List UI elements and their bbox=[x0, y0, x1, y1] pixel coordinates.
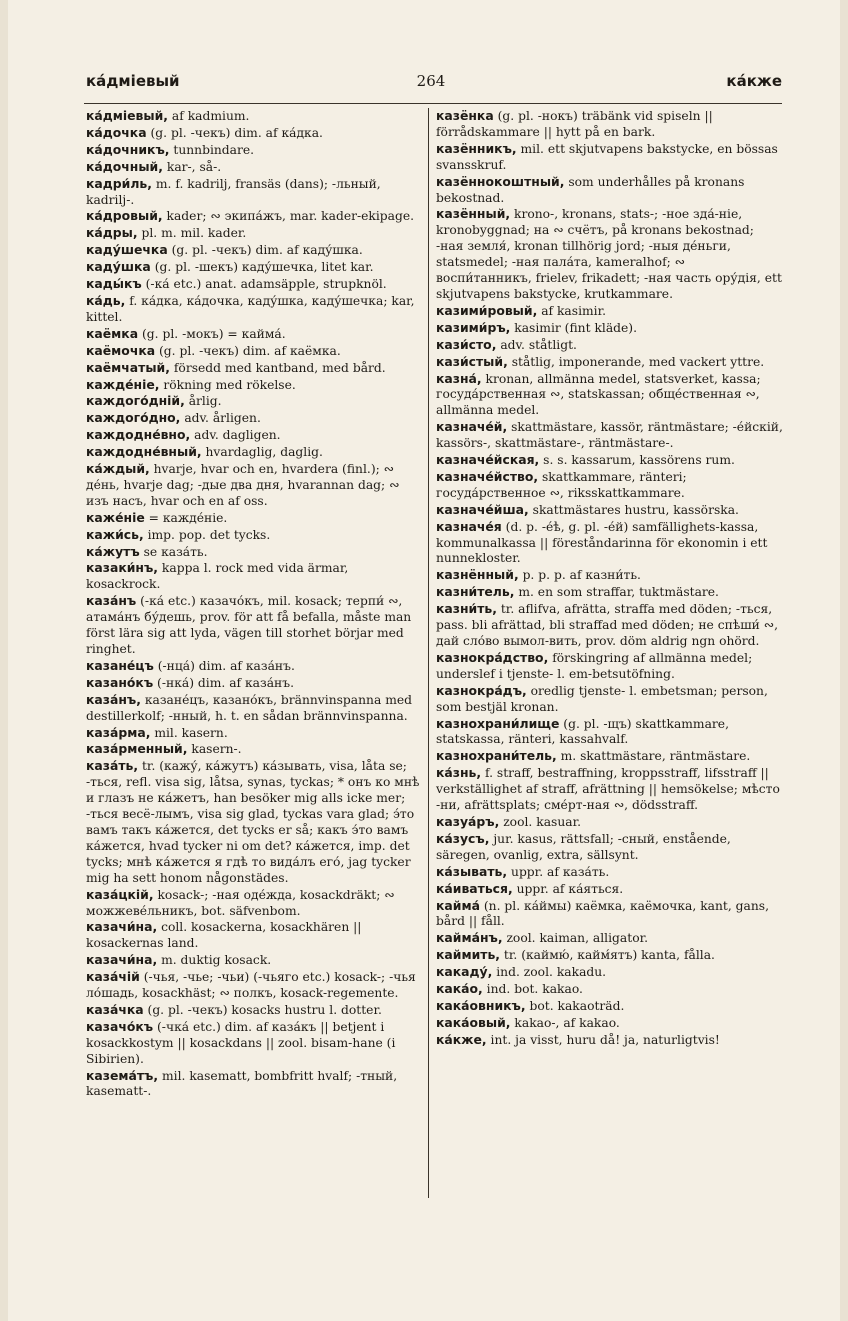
definition: uppr. af каза́ть. bbox=[507, 864, 610, 879]
headword: казначе́й, bbox=[436, 419, 508, 435]
definition: = кажде́ніе. bbox=[144, 510, 228, 525]
dictionary-entry bbox=[86, 176, 420, 209]
dictionary-entry bbox=[86, 692, 420, 725]
definition: kasern-. bbox=[187, 742, 242, 757]
definition: (-нка́) dim. af каза́нъ. bbox=[153, 675, 294, 690]
headword: ка́иваться, bbox=[436, 880, 513, 896]
headword: ка́жутъ bbox=[86, 543, 140, 559]
headword: казаки́нъ, bbox=[86, 560, 159, 576]
headword: казими́ровый, bbox=[436, 302, 538, 318]
definition: skattmästare, kassör, räntmästare; -е́йскій, kassörs-, skattmästare-, räntmästare-. bbox=[436, 420, 783, 451]
definition: tunnbindare. bbox=[169, 142, 255, 157]
headword: казуа́ръ, bbox=[436, 813, 500, 829]
definition: tr. (каймю́, кайм́ятъ) kanta, fålla. bbox=[500, 948, 715, 963]
dictionary-entry bbox=[436, 998, 784, 1015]
definition: förskingring af allmänna medel; underslef i tjenste- l. em-betsutöfning. bbox=[436, 650, 753, 681]
dictionary-entry bbox=[436, 206, 784, 302]
definition: imp. pop. det tycks. bbox=[143, 527, 271, 542]
dictionary-entry bbox=[436, 337, 784, 354]
headword: казими́ръ, bbox=[436, 319, 511, 335]
dictionary-entry bbox=[86, 360, 420, 377]
headword: кази́стый, bbox=[436, 353, 508, 369]
definition: kappa l. rock med vida ärmar, kosackrock. bbox=[86, 561, 349, 592]
page-header bbox=[80, 72, 782, 100]
headword: каза́нъ bbox=[86, 593, 137, 609]
headword: кажде́ніе, bbox=[86, 376, 160, 392]
dictionary-entry bbox=[436, 831, 784, 864]
dictionary-entry bbox=[436, 141, 784, 174]
definition: (g. pl. -чекъ) dim. af ка́дка. bbox=[146, 125, 323, 140]
definition: m. duktig kosack. bbox=[157, 953, 272, 968]
headword: кази́сто, bbox=[436, 336, 497, 352]
headword: казнокра́дство, bbox=[436, 649, 549, 665]
definition: (-ка́ etc.) казачо́къ, mil. kosack; терпи́ ∾, атама́нъ бу́дешь, prov. för att få befalla, måste man först lära sig att lyda, vägen till storhet börjar med ringhet. bbox=[86, 594, 412, 656]
dictionary-entry bbox=[436, 371, 784, 420]
headword: ка́дміевый, bbox=[86, 108, 168, 123]
definition: int. ja visst, huru då! ja, naturligtvis! bbox=[486, 1032, 720, 1047]
definition: hvarje, hvar och en, hvardera (finl.); ∾ де́нь, hvarje dag; -дые два дня, hvarannan dag; ∾ изъ насъ, hvar och en af oss. bbox=[86, 462, 400, 508]
definition: (-нца́) dim. af каза́нъ. bbox=[153, 658, 295, 673]
dictionary-entry bbox=[86, 952, 420, 969]
headword: казённикъ, bbox=[436, 140, 517, 156]
definition: (g. pl. -шекъ) каду́шечка, litet kar. bbox=[150, 260, 374, 275]
definition: ståtlig, imponerande, med vackert yttre. bbox=[507, 354, 765, 369]
headword: какаду́, bbox=[436, 964, 493, 980]
dictionary-entry bbox=[86, 208, 420, 225]
dictionary-entry bbox=[86, 560, 420, 593]
definition: af kadmium. bbox=[168, 109, 250, 123]
headword: казнохрани́лище bbox=[436, 715, 560, 731]
dictionary-entry bbox=[436, 1032, 784, 1049]
definition: mil. ett skjutvapens bakstycke, en bössas svansskruf. bbox=[436, 141, 778, 172]
dictionary-entry bbox=[86, 461, 420, 510]
dictionary-entry bbox=[436, 814, 784, 831]
headword: каже́ніе bbox=[86, 509, 145, 525]
header-first-word: ка́дміевый bbox=[86, 72, 180, 90]
dictionary-entry bbox=[86, 159, 420, 176]
definition: kronan, allmänna medel, statsverket, kassa; госуда́рственная ∾, statskassan; обще́ственная ∾, allmänna medel. bbox=[436, 371, 761, 418]
dictionary-entry bbox=[86, 125, 420, 142]
headword: казначе́йская, bbox=[436, 452, 540, 468]
dictionary-entry bbox=[86, 142, 420, 159]
dictionary-entry bbox=[86, 527, 420, 544]
dictionary-entry bbox=[436, 650, 784, 683]
headword: казённокоштный, bbox=[436, 173, 565, 189]
dictionary-entry bbox=[436, 519, 784, 568]
page-number: 264 bbox=[416, 72, 446, 90]
headword: каждого́дно, bbox=[86, 410, 181, 426]
definition: ind. zool. kakadu. bbox=[492, 965, 607, 980]
definition: (-чка́ etc.) dim. af каза́къ || betjent i kosackkostym || kosackdans || zool. bisam-hane (i Sibirien). bbox=[86, 1019, 396, 1066]
headword: казначе́йство, bbox=[436, 468, 539, 484]
dictionary-entry bbox=[86, 1019, 420, 1068]
definition: (-чья, -чье; -чьи) (-чьяго etc.) kosack-; -чья ло́шадь, kosackhäst; ∾ полкъ, kosack-regemente. bbox=[86, 970, 416, 1001]
definition: (g. pl. -чекъ) kosacks hustru l. dotter. bbox=[143, 1002, 382, 1017]
definition: skattkammare, ränteri; госуда́рственное ∾, riksskattkammare. bbox=[436, 469, 687, 500]
headword: каза́рма, bbox=[86, 724, 151, 740]
headword: ка́дры, bbox=[86, 225, 138, 241]
dictionary-entry bbox=[436, 452, 784, 469]
dictionary-entry bbox=[436, 881, 784, 898]
headword: кады́къ bbox=[86, 276, 142, 292]
dictionary-entry bbox=[86, 393, 420, 410]
definition: försedd med kantband, med bård. bbox=[169, 360, 386, 375]
headword: каёмочка bbox=[86, 342, 156, 358]
definition: tr. aflifva, afrätta, straffa med döden; -ться, pass. bli afrättad, bli straffad med döden; не спѣши́ ∾, дай сло́во вымол-вить, prov. döm aldrig ngn ohörd. bbox=[436, 602, 778, 648]
definition: p. p. p. af казни́ть. bbox=[518, 568, 641, 583]
definition: hvardaglig, daglig. bbox=[201, 445, 323, 460]
headword: каза́чка bbox=[86, 1001, 144, 1017]
dictionary-entry bbox=[86, 242, 420, 259]
definition: som underhålles på kronans bekostnad. bbox=[436, 174, 745, 205]
dictionary-entry bbox=[436, 419, 784, 452]
headword: кака́овникъ, bbox=[436, 997, 526, 1013]
definition: af kasimir. bbox=[537, 303, 607, 318]
definition: zool. kaiman, alligator. bbox=[502, 931, 649, 946]
definition: m. en som straffar, tuktmästare. bbox=[514, 585, 719, 600]
headword: казёнка bbox=[436, 108, 494, 123]
dictionary-entry bbox=[436, 930, 784, 947]
dictionary-entry bbox=[86, 225, 420, 242]
headword: каза́цкій, bbox=[86, 886, 154, 902]
definition: (d. p. -е́ѣ, g. pl. -е́й) samfällighets-kassa, kommunalkassa || föreståndarinna för ekonomin i ett nunnekloster. bbox=[436, 519, 768, 566]
headword: кака́овый, bbox=[436, 1014, 511, 1030]
definition: (-ка́ etc.) anat. adamsäpple, strupknöl. bbox=[141, 277, 387, 292]
definition: coll. kosackerna, kosackhären || kosackernas land. bbox=[86, 920, 362, 951]
definition: f. straff, bestraffning, kroppsstraff, lifsstraff || verkställighet af straff, afrättning || hemsökelse; мѣсто -ни, afrättsplats; сме́рт-ная ∾, dödsstraff. bbox=[436, 766, 780, 813]
dictionary-entry bbox=[436, 303, 784, 320]
definition: (g. pl. -чекъ) dim. af каёмка. bbox=[155, 343, 341, 358]
headword: казна́, bbox=[436, 370, 482, 386]
definition: uppr. af ка́яться. bbox=[512, 881, 624, 896]
headword: ка́зусъ, bbox=[436, 830, 490, 846]
definition: kakao-, af kakao. bbox=[510, 1015, 620, 1030]
definition: mil. kasern. bbox=[150, 725, 228, 740]
dictionary-entry bbox=[436, 567, 784, 584]
definition: adv. årligen. bbox=[180, 411, 261, 426]
definition: m. f. kadrilj, fransäs (dans); -льный, kadrilj-. bbox=[86, 176, 381, 207]
definition: (g. pl. -щъ) skattkammare, statskassa, ränteri, kassahvalf. bbox=[436, 716, 729, 747]
definition: adv. ståtligt. bbox=[496, 337, 577, 352]
headword: кажи́сь, bbox=[86, 526, 144, 542]
right-column bbox=[436, 108, 784, 1049]
dictionary-entry bbox=[86, 377, 420, 394]
headword: ка́знь, bbox=[436, 765, 482, 781]
definition: rökning med rökelse. bbox=[159, 377, 296, 392]
headword: казни́тель, bbox=[436, 584, 515, 600]
headword: казачо́къ bbox=[86, 1018, 154, 1034]
headword: казначе́йша, bbox=[436, 501, 529, 517]
definition: s. s. kassarum, kassörens rum. bbox=[539, 453, 735, 468]
definition: kader; ∾ экипа́жъ, mar. kader-ekipage. bbox=[162, 209, 415, 224]
definition: årlig. bbox=[184, 394, 222, 409]
dictionary-entry bbox=[86, 725, 420, 742]
dictionary-entry bbox=[436, 584, 784, 601]
dictionary-entry bbox=[86, 444, 420, 461]
headword: казане́цъ bbox=[86, 657, 154, 673]
definition: adv. dagligen. bbox=[190, 428, 281, 443]
dictionary-entry bbox=[86, 427, 420, 444]
headword: казённый, bbox=[436, 206, 511, 222]
definition: mil. kasematt, bombfritt hvalf; -тный, kasematt-. bbox=[86, 1068, 398, 1099]
headword: ка́зывать, bbox=[436, 863, 508, 879]
dictionary-entry bbox=[86, 510, 420, 527]
dictionary-entry bbox=[436, 108, 784, 141]
definition: bot. kakaoträd. bbox=[525, 998, 625, 1013]
definition: kasimir (fint kläde). bbox=[510, 320, 638, 335]
definition: jur. kasus, rättsfall; -сный, enstående, säregen, ovanlig, extra, sällsynt. bbox=[436, 831, 731, 862]
headword: каждодне́вный, bbox=[86, 444, 202, 460]
headword: каза́нъ, bbox=[86, 691, 141, 707]
dictionary-entry bbox=[86, 758, 420, 886]
dictionary-entry bbox=[436, 320, 784, 337]
dictionary-entry bbox=[436, 765, 784, 814]
definition: kosack-; -ная оде́жда, kosackdräkt; ∾ можжеве́льникъ, bot. säfvenbom. bbox=[86, 887, 395, 918]
left-column bbox=[86, 108, 420, 1100]
definition: (n. pl. ка́ймы) каёмка, каёмочка, kant, gans, bård || fåll. bbox=[436, 898, 770, 929]
headword: казнокра́дъ, bbox=[436, 682, 527, 698]
headword: кайма́ bbox=[436, 897, 480, 913]
dictionary-entry bbox=[436, 469, 784, 502]
headword: казачи́на, bbox=[86, 919, 158, 935]
headword: казема́тъ, bbox=[86, 1067, 159, 1083]
dictionary-entry bbox=[436, 964, 784, 981]
dictionary-entry bbox=[86, 326, 420, 343]
dictionary-entry bbox=[436, 354, 784, 371]
dictionary-entry bbox=[436, 898, 784, 931]
definition: m. skattmästare, räntmästare. bbox=[556, 749, 751, 764]
dictionary-entry bbox=[86, 658, 420, 675]
headword: ка́ждый, bbox=[86, 461, 150, 477]
dictionary-entry bbox=[86, 887, 420, 920]
headword: казни́ть, bbox=[436, 601, 497, 617]
headword: каймить, bbox=[436, 947, 500, 963]
headword: ка́дь, bbox=[86, 292, 126, 308]
headword: казнённый, bbox=[436, 567, 519, 583]
headword: каза́чій bbox=[86, 969, 140, 985]
dictionary-entry bbox=[86, 675, 420, 692]
headword: каза́рменный, bbox=[86, 741, 188, 757]
definition: f. ка́дка, ка́дочка, каду́шка, каду́шечка; kar, kittel. bbox=[86, 293, 415, 324]
definition: tr. (кажу́, ка́жутъ) ка́зывать, visa, låta se; -ться, refl. visa sig, låtsa, synas, tyckas; * онъ ко мнѣ и глазъ не ка́жетъ, han besöker mig alls icke mer; -ться весё-лымъ, visa sig glad, tyckas vara glad; э́то вамъ такъ ка́жется, det tycks er så; какъ э́то вамъ ка́жется, hvad tycker ni om det? ка́жется, imp. det tycks; мнѣ ка́жется я гдѣ то вида́лъ его́, jag tycker mig ha sett honom någonstädes. bbox=[86, 759, 420, 885]
headword: каёмчатый, bbox=[86, 359, 170, 375]
headword: ка́дочный, bbox=[86, 158, 163, 174]
column-divider bbox=[428, 108, 429, 1198]
dictionary-entry bbox=[436, 502, 784, 519]
headword: кадри́ль, bbox=[86, 175, 152, 191]
definition: oredlig tjenste- l. embetsman; person, som bestjäl kronan. bbox=[436, 683, 768, 714]
dictionary-entry bbox=[436, 1015, 784, 1032]
headword: ка́дровый, bbox=[86, 208, 163, 224]
dictionary-entry bbox=[436, 716, 784, 749]
header-rule bbox=[84, 103, 782, 104]
dictionary-entry bbox=[436, 947, 784, 964]
dictionary-entry bbox=[86, 1068, 420, 1101]
definition: казане́цъ, казано́къ, brännvinspanna med destillerkolf; -нный, h. t. en sådan brännvinspanna. bbox=[86, 692, 413, 723]
headword: ка́дочникъ, bbox=[86, 141, 170, 157]
headword: казначе́я bbox=[436, 518, 502, 534]
dictionary-entry bbox=[86, 276, 420, 293]
headword: ка́кже, bbox=[436, 1031, 487, 1047]
definition: skattmästares hustru, kassörska. bbox=[528, 502, 739, 517]
dictionary-entry bbox=[86, 343, 420, 360]
definition: ind. bot. kakao. bbox=[482, 982, 583, 997]
dictionary-entry bbox=[86, 544, 420, 561]
dictionary-entry bbox=[86, 593, 420, 658]
dictionary-entry bbox=[86, 741, 420, 758]
headword: каза́ть, bbox=[86, 758, 139, 774]
headword: казано́къ bbox=[86, 674, 154, 690]
dictionary-entry bbox=[436, 601, 784, 650]
dictionary-entry bbox=[436, 748, 784, 765]
dictionary-entry bbox=[86, 293, 420, 326]
dictionary-entry bbox=[86, 259, 420, 276]
dictionary-entry bbox=[86, 1002, 420, 1019]
headword: каду́шка bbox=[86, 259, 151, 275]
dictionary-entry bbox=[436, 864, 784, 881]
definition: (g. pl. -чекъ) dim. af каду́шка. bbox=[167, 243, 363, 258]
headword: каждого́дній, bbox=[86, 393, 185, 409]
dictionary-entry bbox=[86, 108, 420, 125]
definition: se каза́ть. bbox=[139, 544, 208, 559]
definition: kar-, så-. bbox=[162, 159, 222, 174]
dictionary-entry bbox=[86, 919, 420, 952]
headword: ка́дочка bbox=[86, 124, 147, 140]
headword: каждодне́вно, bbox=[86, 427, 191, 443]
dictionary-entry bbox=[86, 410, 420, 427]
headword: кайма́нъ, bbox=[436, 930, 503, 946]
headword: казнохрани́тель, bbox=[436, 748, 557, 764]
definition: pl. m. mil. kader. bbox=[137, 226, 247, 241]
dictionary-entry bbox=[436, 683, 784, 716]
headword: каёмка bbox=[86, 325, 139, 341]
dictionary-entry bbox=[436, 981, 784, 998]
headword: каду́шечка bbox=[86, 242, 168, 258]
header-last-word: ка́кже bbox=[726, 72, 782, 90]
definition: (g. pl. -мокъ) = кайма́. bbox=[138, 326, 286, 341]
headword: кака́о, bbox=[436, 981, 483, 997]
dictionary-entry bbox=[86, 969, 420, 1002]
dictionary-entry bbox=[436, 174, 784, 207]
definition: zool. kasuar. bbox=[499, 814, 582, 829]
definition: (g. pl. -нокъ) träbänk vid spiseln || förrådskammare || hytt på en bark. bbox=[436, 109, 713, 139]
definition: krono-, kronans, stats-; -ное зда́-ніе, kronobyggnad; на ∾ счётъ, på kronans bekostnad; -ная земля́, kronan tillhörig jord; -ныя де́ньги, statsmedel; -ная пала́та, kameralhof; ∾ воспи́танникъ, frielev, frikadett; -ная часть ору́дія, ett skjutvapens bakstycke, krutkammare. bbox=[436, 207, 782, 301]
headword: казачи́на, bbox=[86, 952, 158, 968]
